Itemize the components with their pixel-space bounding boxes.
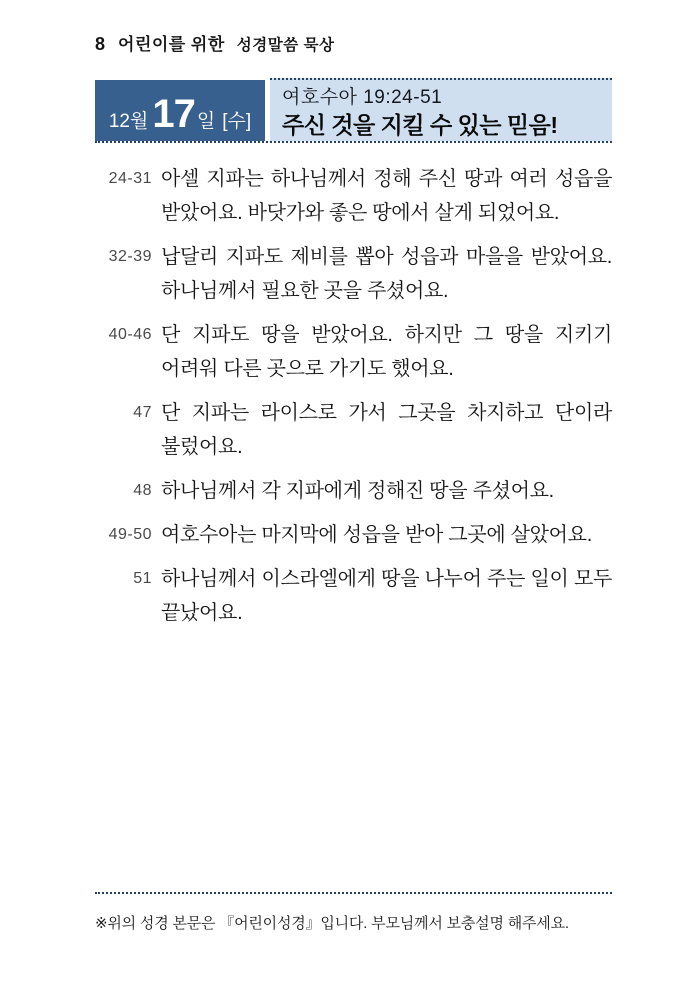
date-month: 12월: [108, 111, 149, 132]
verse-text: 단 지파는 라이스로 가서 그곳을 차지하고 단이라 불렀어요.: [161, 402, 612, 458]
verse-row: [95, 240, 612, 308]
verse-number: 32-39: [108, 248, 152, 265]
lesson-title: 주신 것을 지킬 수 있는 믿음!: [282, 111, 558, 138]
verse-text: 단 지파도 땅을 받았어요. 하지만 그 땅을 지키기 어려워 다른 곳으로 가기도 했어요.: [161, 324, 612, 380]
verse-row: [95, 396, 612, 464]
verse-number: 49-50: [108, 526, 152, 543]
verse-text: 하나님께서 각 지파에게 정해진 땅을 주셨어요.: [161, 480, 554, 502]
lesson-header-banner: [95, 78, 612, 143]
verse-number: 48: [133, 482, 152, 499]
date-box: [95, 80, 265, 141]
passage-reference: 여호수아 19:24-51: [282, 87, 443, 109]
verse-text: 납달리 지파도 제비를 뽑아 성읍과 마을을 받았어요. 하나님께서 필요한 곳을 주셨어요.: [161, 246, 612, 302]
date-day-suffix: 일: [196, 111, 216, 132]
footnote: [95, 892, 612, 933]
verse-row: [95, 562, 612, 630]
verse-row: [95, 162, 612, 230]
verse-list: [95, 162, 612, 640]
title-box: [270, 78, 612, 141]
page-number: 8: [95, 34, 107, 54]
verse-text: 여호수아는 마지막에 성읍을 받아 그곳에 살았어요.: [161, 524, 592, 546]
verse-number: 51: [133, 570, 152, 587]
date-day: 17: [152, 92, 195, 136]
verse-row: [95, 474, 612, 508]
footnote-text: ※위의 성경 본문은 『어린이성경』입니다. 부모님께서 보충설명 해주세요.: [95, 915, 569, 932]
running-head: [95, 30, 612, 55]
date-weekday: [수]: [222, 111, 252, 132]
book-title: 어린이를 위한: [118, 35, 225, 54]
verse-number: 24-31: [108, 170, 152, 187]
book-subtitle: 성경말씀 묵상: [236, 37, 335, 54]
verse-number: 40-46: [108, 326, 152, 343]
verse-row: [95, 318, 612, 386]
verse-text: 하나님께서 이스라엘에게 땅을 나누어 주는 일이 모두 끝났어요.: [161, 568, 612, 624]
verse-number: 47: [133, 404, 152, 421]
verse-text: 아셀 지파는 하나님께서 정해 주신 땅과 여러 성읍을 받았어요. 바닷가와 좋은 땅에서 살게 되었어요.: [161, 168, 612, 224]
verse-row: [95, 518, 612, 552]
